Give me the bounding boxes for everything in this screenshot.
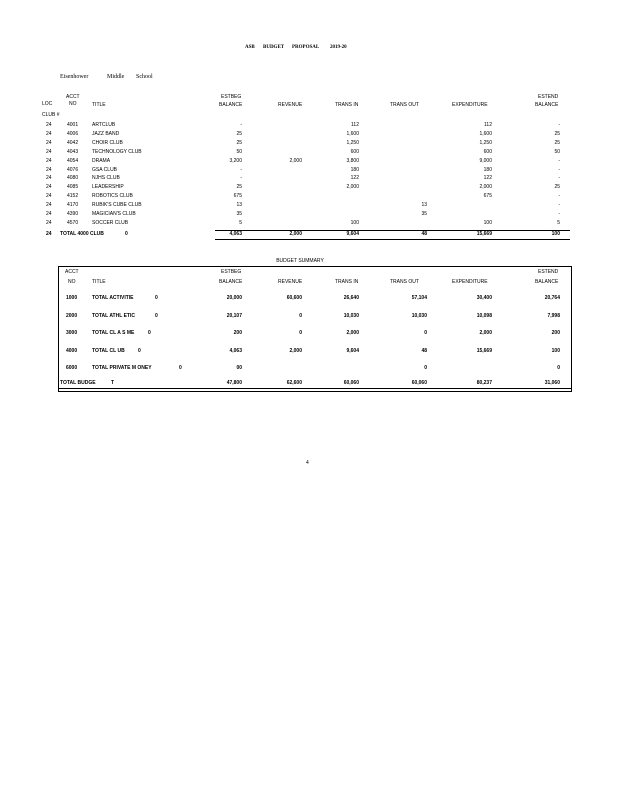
summary-row-estend: 0 <box>557 365 560 371</box>
table-row-estbeg: 50 <box>236 148 242 155</box>
summary-header-balance: BALANCE <box>219 279 243 285</box>
summary-row-label: TOTAL ATHL ETIC <box>92 312 135 319</box>
summary-header-no: NO <box>68 279 76 285</box>
summary-header-transout: TRANS OUT <box>390 279 419 285</box>
table-row-loc: 24 <box>46 175 52 182</box>
table-row-title: JAZZ BAND <box>92 130 120 137</box>
table-row-acct: 4043 <box>67 148 79 155</box>
table-row-expenditure: 1,250 <box>479 139 492 146</box>
table-row-transin: 180 <box>350 166 359 173</box>
table-row-estbeg: 13 <box>236 202 242 209</box>
table-row-title: ROBOTICS CLUB <box>92 193 133 200</box>
summary-header-title: TITLE <box>92 279 106 285</box>
table-row-acct: 4170 <box>67 202 79 209</box>
table-row-transin: 600 <box>350 148 359 155</box>
table-row-acct: 4085 <box>67 184 79 191</box>
total-transout: 48 <box>421 231 427 237</box>
table-row-estbeg: - <box>240 122 242 128</box>
page-number: 4 <box>306 460 309 466</box>
table-row-estend: - <box>558 122 560 128</box>
table-row-acct: 4390 <box>67 211 79 217</box>
table-row-acct: 4080 <box>67 175 79 182</box>
table-row-loc: 24 <box>46 219 52 226</box>
summary-header-estbeg: ESTBEG <box>221 269 242 275</box>
total-loc: 24 <box>46 231 52 237</box>
table-row-estend: 25 <box>554 130 560 137</box>
summary-row-zero: 0 <box>138 347 141 354</box>
table-row-title: TECHNOLOGY CLUB <box>92 148 142 155</box>
table-row-estend: - <box>558 157 560 164</box>
table-row-loc: 24 <box>46 202 52 209</box>
table-row-expenditure: 675 <box>483 193 492 200</box>
summary-row-zero: 0 <box>179 365 182 371</box>
summary-total-underline <box>58 388 571 389</box>
table-row-estend: - <box>558 193 560 200</box>
table-row-title: RUBIK'S CUBE CLUB <box>92 202 142 209</box>
table-row-loc: 24 <box>46 130 52 137</box>
header-no: NO <box>69 101 77 107</box>
summary-row-estbeg: 4,063 <box>229 347 242 354</box>
table-row-estend: 25 <box>554 184 560 191</box>
table-row-title: MAGICIAN'S CLUB <box>92 211 136 217</box>
summary-row-estend: 200 <box>551 330 560 336</box>
table-row-estend: - <box>558 211 560 217</box>
table-row-expenditure: 600 <box>483 148 492 155</box>
table-row-estbeg: 25 <box>236 139 242 146</box>
header-revenue: REVENUE <box>278 102 303 108</box>
summary-row-acct: 4000 <box>66 347 78 354</box>
table-row-expenditure: 1,600 <box>479 130 492 137</box>
header-balance-end: BALANCE <box>535 102 559 108</box>
summary-row-estend: 100 <box>551 347 560 354</box>
table-row-transin: 2,000 <box>346 184 359 191</box>
summary-row-acct: 6000 <box>66 365 78 371</box>
title-word-3: PROPOSAL <box>292 45 320 50</box>
table-row-transin: 3,800 <box>346 157 359 164</box>
table-row-loc: 24 <box>46 157 52 164</box>
table-row-acct: 4006 <box>67 130 79 137</box>
table-row-title: GSA CLUB <box>92 166 118 173</box>
summary-total-revenue: 62,600 <box>286 380 302 386</box>
header-title: TITLE <box>92 102 106 108</box>
table-row-acct: 4042 <box>67 139 79 146</box>
header-expenditure: EXPENDITURE <box>452 102 488 108</box>
total-revenue: 2,000 <box>289 231 302 237</box>
table-row-estend: - <box>558 166 560 173</box>
summary-row-transout: 0 <box>424 330 427 336</box>
summary-row-expenditure: 30,400 <box>476 295 492 301</box>
summary-row-zero: 0 <box>155 312 158 319</box>
table-row-title: LEADERSHIP <box>92 184 124 191</box>
table-row-loc: 24 <box>46 193 52 200</box>
table-row-loc: 24 <box>46 184 52 191</box>
table-row-loc: 24 <box>46 166 52 173</box>
summary-row-revenue: 0 <box>299 312 302 319</box>
summary-total-estend: 31,060 <box>544 380 560 386</box>
total-divider-top <box>215 230 570 231</box>
table-row-estbeg: 675 <box>233 193 242 200</box>
table-row-transout: 13 <box>421 202 427 209</box>
table-row-estbeg: 25 <box>236 184 242 191</box>
budget-summary-box <box>58 266 572 392</box>
summary-row-transin: 26,640 <box>343 295 359 301</box>
table-row-estend: 5 <box>557 219 560 226</box>
title-word-4: 2019-20 <box>330 45 347 50</box>
summary-row-transout: 0 <box>424 365 427 371</box>
header-transin: TRANS IN <box>335 102 359 108</box>
summary-row-expenditure: 10,098 <box>476 312 492 319</box>
table-row-estend: - <box>558 202 560 209</box>
summary-header-expenditure: EXPENDITURE <box>452 279 488 285</box>
title-word-2: BUDGET <box>263 45 285 50</box>
total-divider-bottom <box>215 239 570 240</box>
summary-row-label: TOTAL PRIVATE M ONEY <box>92 365 152 371</box>
summary-header-estend: ESTEND <box>538 269 559 275</box>
table-row-estbeg: - <box>240 166 242 173</box>
summary-row-acct: 2000 <box>66 312 78 319</box>
summary-row-estbeg: 200 <box>233 330 242 336</box>
table-row-title: DRAMA <box>92 157 111 164</box>
table-row-loc: 24 <box>46 148 52 155</box>
summary-row-transin: 2,000 <box>346 330 359 336</box>
table-row-loc: 24 <box>46 139 52 146</box>
summary-row-estbeg: 00 <box>236 365 242 371</box>
summary-header-revenue: REVENUE <box>278 279 303 285</box>
summary-row-expenditure: 15,669 <box>476 347 492 354</box>
table-row-acct: 4570 <box>67 219 79 226</box>
table-row-acct: 4152 <box>67 193 79 200</box>
summary-total-t: T <box>111 380 115 386</box>
table-row-transout: 35 <box>421 211 427 217</box>
table-row-transin: 122 <box>350 175 359 182</box>
summary-heading: BUDGET SUMMARY <box>276 258 324 264</box>
summary-row-label: TOTAL CL UB <box>92 347 125 354</box>
summary-row-acct: 3000 <box>66 330 78 336</box>
table-row-revenue: 2,000 <box>289 157 302 164</box>
title-word-1: ASB <box>245 45 255 50</box>
summary-row-estend: 20,764 <box>544 295 560 301</box>
summary-row-revenue: 2,000 <box>289 347 302 354</box>
table-row-loc: 24 <box>46 122 52 128</box>
school-word-3: School <box>136 74 153 80</box>
summary-row-transout: 48 <box>421 347 427 354</box>
summary-header-balance-end: BALANCE <box>535 279 559 285</box>
summary-total-expenditure: 80,237 <box>476 380 492 386</box>
table-row-acct: 4076 <box>67 166 79 173</box>
table-row-estbeg: 3,200 <box>229 157 242 164</box>
header-estend: ESTEND <box>538 94 559 100</box>
table-row-transin: 1,250 <box>346 139 359 146</box>
table-row-transin: 1,600 <box>346 130 359 137</box>
school-word-1: Eisenhower <box>60 74 89 80</box>
summary-row-revenue: 60,600 <box>286 295 302 301</box>
summary-row-transout: 57,104 <box>411 295 427 301</box>
table-row-expenditure: 180 <box>483 166 492 173</box>
header-loc: LOC <box>42 101 53 107</box>
header-acct: ACCT <box>66 94 80 100</box>
table-row-estend: - <box>558 175 560 182</box>
total-estbeg: 4,063 <box>229 231 242 237</box>
school-word-2: Middle <box>107 74 125 80</box>
header-balance: BALANCE <box>219 102 243 108</box>
summary-row-transin: 10,030 <box>343 312 359 319</box>
table-row-estbeg: 35 <box>236 211 242 217</box>
summary-row-expenditure: 2,000 <box>479 330 492 336</box>
table-row-transin: 100 <box>350 219 359 226</box>
summary-row-revenue: 0 <box>299 330 302 336</box>
summary-total-transin: 60,060 <box>343 380 359 386</box>
table-row-expenditure: 112 <box>484 122 492 128</box>
total-zero: 0 <box>125 231 128 237</box>
table-row-title: SOCCER CLUB <box>92 219 129 226</box>
summary-row-estbeg: 20,107 <box>226 312 242 319</box>
table-row-title: CHOIR CLUB <box>92 139 123 146</box>
summary-row-label: TOTAL CL A S ME <box>92 330 135 336</box>
summary-row-transin: 9,604 <box>346 347 359 354</box>
summary-total-transout: 60,060 <box>411 380 427 386</box>
table-row-title: ARTCLUB <box>92 122 116 128</box>
summary-header-transin: TRANS IN <box>335 279 359 285</box>
table-row-loc: 24 <box>46 211 52 217</box>
table-row-expenditure: 9,000 <box>479 157 492 164</box>
table-row-expenditure: 2,000 <box>479 184 492 191</box>
summary-row-transout: 10,030 <box>411 312 427 319</box>
table-row-estbeg: 25 <box>236 130 242 137</box>
table-row-estend: 25 <box>554 139 560 146</box>
table-row-estend: 50 <box>554 148 560 155</box>
summary-total-estbeg: 47,800 <box>226 380 242 386</box>
summary-row-estend: 7,998 <box>547 312 560 319</box>
total-label: TOTAL 4000 CLUB <box>60 231 104 237</box>
table-row-acct: 4054 <box>67 157 79 164</box>
summary-total-label: TOTAL BUDGE <box>60 380 96 386</box>
table-row-expenditure: 122 <box>483 175 492 182</box>
header-estbeg: ESTBEG <box>221 94 242 100</box>
summary-row-zero: 0 <box>148 330 151 336</box>
total-transin: 9,604 <box>346 231 359 237</box>
table-row-transin: 112 <box>351 122 359 128</box>
table-row-acct: 4001 <box>67 122 79 128</box>
table-row-title: NJHS CLUB <box>92 175 120 182</box>
table-row-estbeg: 5 <box>239 219 242 226</box>
summary-header-acct: ACCT <box>65 269 79 275</box>
summary-row-label: TOTAL ACTIVITIE <box>92 295 134 301</box>
header-club: CLUB # <box>42 112 60 118</box>
header-transout: TRANS OUT <box>390 102 419 108</box>
table-row-estbeg: - <box>240 175 242 182</box>
summary-row-estbeg: 20,000 <box>226 295 242 301</box>
total-expenditure: 15,669 <box>476 231 492 237</box>
summary-row-acct: 1000 <box>66 295 78 301</box>
total-estend: 100 <box>551 231 560 237</box>
summary-row-zero: 0 <box>155 295 158 301</box>
table-row-expenditure: 100 <box>483 219 492 226</box>
